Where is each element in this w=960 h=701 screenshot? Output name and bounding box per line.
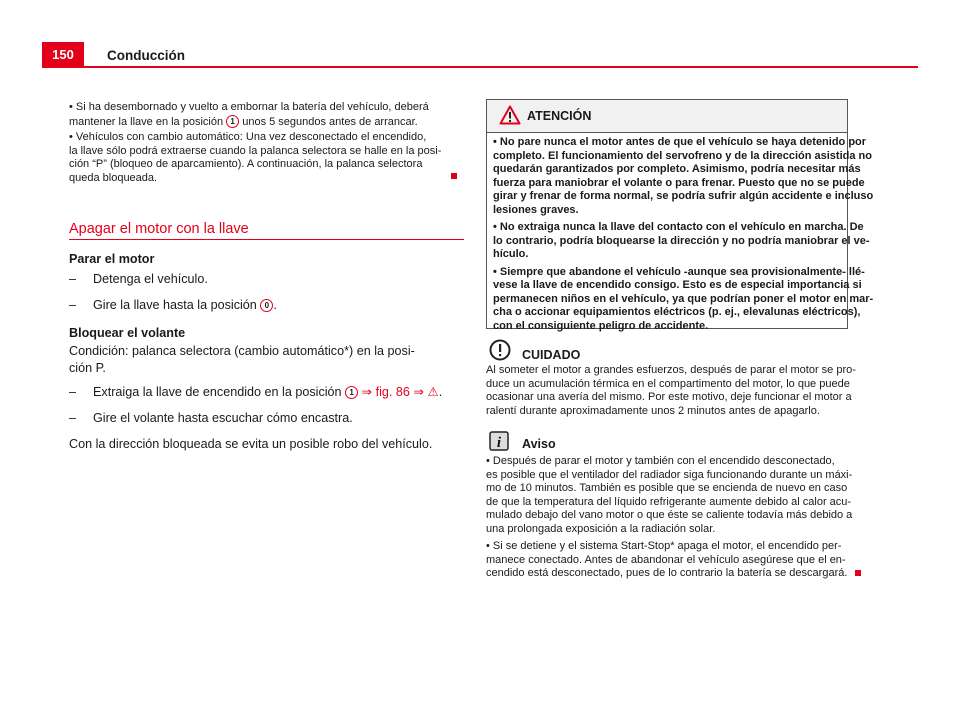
line-text: es posible que el ventilador del radiador siga funcionando durante un máxi- — [486, 468, 853, 481]
dash-bullet: – — [69, 411, 77, 425]
line — [69, 101, 459, 115]
subheading-stop-engine: Parar el motor — [69, 252, 155, 266]
figure-reference-link[interactable]: ⇒ fig. 86 ⇒ — [358, 385, 428, 399]
line-text: cha o accionar equipamientos eléctricos (p. ej., elevalunas eléctricos), — [493, 306, 861, 318]
line — [69, 145, 459, 159]
info-icon — [489, 431, 509, 451]
line-text: lo contrario, podría bloquearse la dirección y no podría maniobrar el ve- — [493, 234, 870, 247]
line-text: de que la temperatura del líquido refrigerante aumente debido al calor acu- — [486, 495, 852, 508]
line — [486, 523, 861, 537]
line — [493, 204, 841, 218]
caution-text — [486, 364, 856, 418]
line-text: quedarán garantizados por completo. Asimismo, podría necesitar más — [493, 163, 861, 175]
warning-text — [487, 133, 874, 333]
step — [69, 410, 353, 427]
caution-title: CUIDADO — [522, 348, 581, 362]
position-marker: 1 — [226, 115, 239, 128]
line — [69, 115, 459, 130]
line — [486, 391, 856, 405]
line — [493, 176, 865, 191]
line-text: ralentí durante aproximadamente unos 2 minutos antes de apagarlo. — [486, 404, 820, 417]
line — [486, 482, 861, 496]
line — [486, 469, 861, 483]
line — [493, 248, 841, 262]
position-marker: 0 — [260, 299, 273, 312]
step — [69, 297, 277, 314]
line — [493, 320, 841, 334]
line-text: fuerza para maniobrar el volante o para frenar. Puesto que no se puede — [493, 176, 865, 189]
line — [486, 364, 856, 378]
line — [486, 378, 856, 392]
line — [493, 306, 861, 320]
line — [486, 455, 861, 469]
text: la llave sólo podrá extraerse cuando la palanca selectora se halle en la posi- — [69, 144, 442, 157]
header-rule — [42, 66, 918, 68]
end-marker — [855, 570, 861, 576]
line-text: Al someter el motor a grandes esfuerzos, después de parar el motor se pro- — [486, 364, 856, 376]
step — [69, 384, 442, 401]
line-text: • No pare nunca el motor antes de que el vehículo se haya detenido por — [493, 136, 867, 148]
text: mantener la llave en la posición — [69, 115, 227, 128]
line-text: mulado debajo del vano motor o que éste se caliente todavía más debido a — [486, 509, 853, 521]
line: Condición: palanca selectora (cambio automático*) en la posi- — [69, 344, 415, 358]
line — [493, 234, 870, 249]
line-text: • No extraiga nunca la llave del contacto con el vehículo en marcha. De — [493, 221, 864, 233]
dash-bullet: – — [69, 272, 77, 286]
bullet-automatic — [69, 131, 459, 185]
line-text: cendido está desconectado, pues de lo contrario la batería se descargará. — [486, 567, 848, 579]
line-text: completo. El funcionamiento del servofreno y de la dirección asistida no — [493, 149, 872, 162]
warning-box — [486, 99, 874, 332]
warning-title: ATENCIÓN — [527, 109, 592, 123]
note-title: Aviso — [522, 437, 556, 451]
line — [486, 554, 861, 568]
line — [486, 509, 861, 523]
final-text: Con la dirección bloqueada se evita un posible robo del vehículo. — [69, 437, 433, 451]
line-text: hículo. — [493, 248, 529, 260]
line — [486, 496, 861, 510]
line — [493, 136, 867, 150]
text: queda bloqueada. — [69, 171, 158, 184]
warning-triangle-icon — [499, 105, 521, 125]
line — [69, 131, 459, 145]
text: • Vehículos con cambio automático: Una vez desconectado el encendido, — [69, 131, 427, 143]
text: Gire el volante hasta escuchar cómo encastra. — [93, 411, 353, 425]
subheading-lock-wheel: Bloquear el volante — [69, 326, 186, 340]
text: Gire la llave hasta la posición — [93, 298, 261, 312]
line — [486, 567, 861, 581]
line-text: con el consiguiente peligro de accidente. — [493, 319, 709, 332]
line — [493, 279, 862, 293]
warning-reference-icon: ⚠ — [427, 385, 439, 399]
step — [69, 271, 208, 288]
text: . — [438, 385, 443, 399]
text: Extraiga la llave de encendido en la posición — [93, 385, 346, 399]
position-marker: 1 — [345, 386, 358, 399]
line-text: girar y frenar de forma normal, se podría sufrir algún accidente e incluso — [493, 190, 874, 202]
end-marker — [451, 173, 457, 179]
line-text: ocasionar una avería del mismo. Por este motivo, deje funcionar el motor a — [486, 391, 852, 403]
text: ción “P” (bloqueo de aparcamiento). A continuación, la palanca selectora — [69, 158, 423, 170]
line — [493, 265, 865, 280]
line — [486, 540, 861, 554]
condition-text — [69, 343, 415, 377]
line-text: mo de 10 minutos. También es posible que se encienda de nuevo en caso — [486, 482, 848, 494]
line: ción P. — [69, 361, 106, 375]
line-text: • Después de parar el motor y también con el encendido desconectado, — [486, 455, 835, 467]
text: unos 5 segundos antes de arrancar. — [239, 115, 418, 128]
dash-bullet: – — [69, 298, 77, 312]
line-text: manece conectado. Antes de abandonar el vehículo asegúrese que el en- — [486, 553, 846, 566]
line — [493, 163, 861, 177]
svg-text:i: i — [496, 435, 502, 451]
line — [493, 221, 864, 235]
line-text: duce un acumulación térmica en el compartimento del motor, lo que puede — [486, 377, 850, 390]
page-number: 150 — [42, 42, 84, 67]
heading-rule — [69, 239, 464, 240]
section-title: Conducción — [107, 48, 185, 63]
text: • Si ha desembornado y vuelto a embornar la batería del vehículo, deberá — [69, 101, 429, 113]
line — [69, 172, 459, 186]
section-heading: Apagar el motor con la llave — [69, 221, 249, 237]
line-text: lesiones graves. — [493, 203, 579, 216]
dash-bullet: – — [69, 385, 77, 399]
line — [493, 292, 874, 307]
line — [486, 405, 856, 419]
line-text: • Siempre que abandone el vehículo -aunque sea provisionalmente- llé- — [493, 265, 865, 278]
caution-icon — [489, 339, 511, 361]
note-text — [486, 455, 861, 581]
line-text: • Si se detiene y el sistema Start-Stop* apaga el motor, el encendido per- — [486, 540, 842, 552]
line — [69, 158, 459, 172]
bullet-battery — [69, 101, 459, 129]
line-text: vese la llave de encendido consigo. Esto es de especial importancia si — [493, 279, 862, 291]
line-text: permanecen niños en el vehículo, ya que podrían poner el motor en mar- — [493, 292, 874, 305]
text: . — [273, 298, 277, 312]
line-text: una prolongada exposición a la radiación solar. — [486, 522, 716, 535]
text: Detenga el vehículo. — [93, 272, 208, 286]
line — [493, 149, 872, 164]
line — [493, 190, 874, 204]
